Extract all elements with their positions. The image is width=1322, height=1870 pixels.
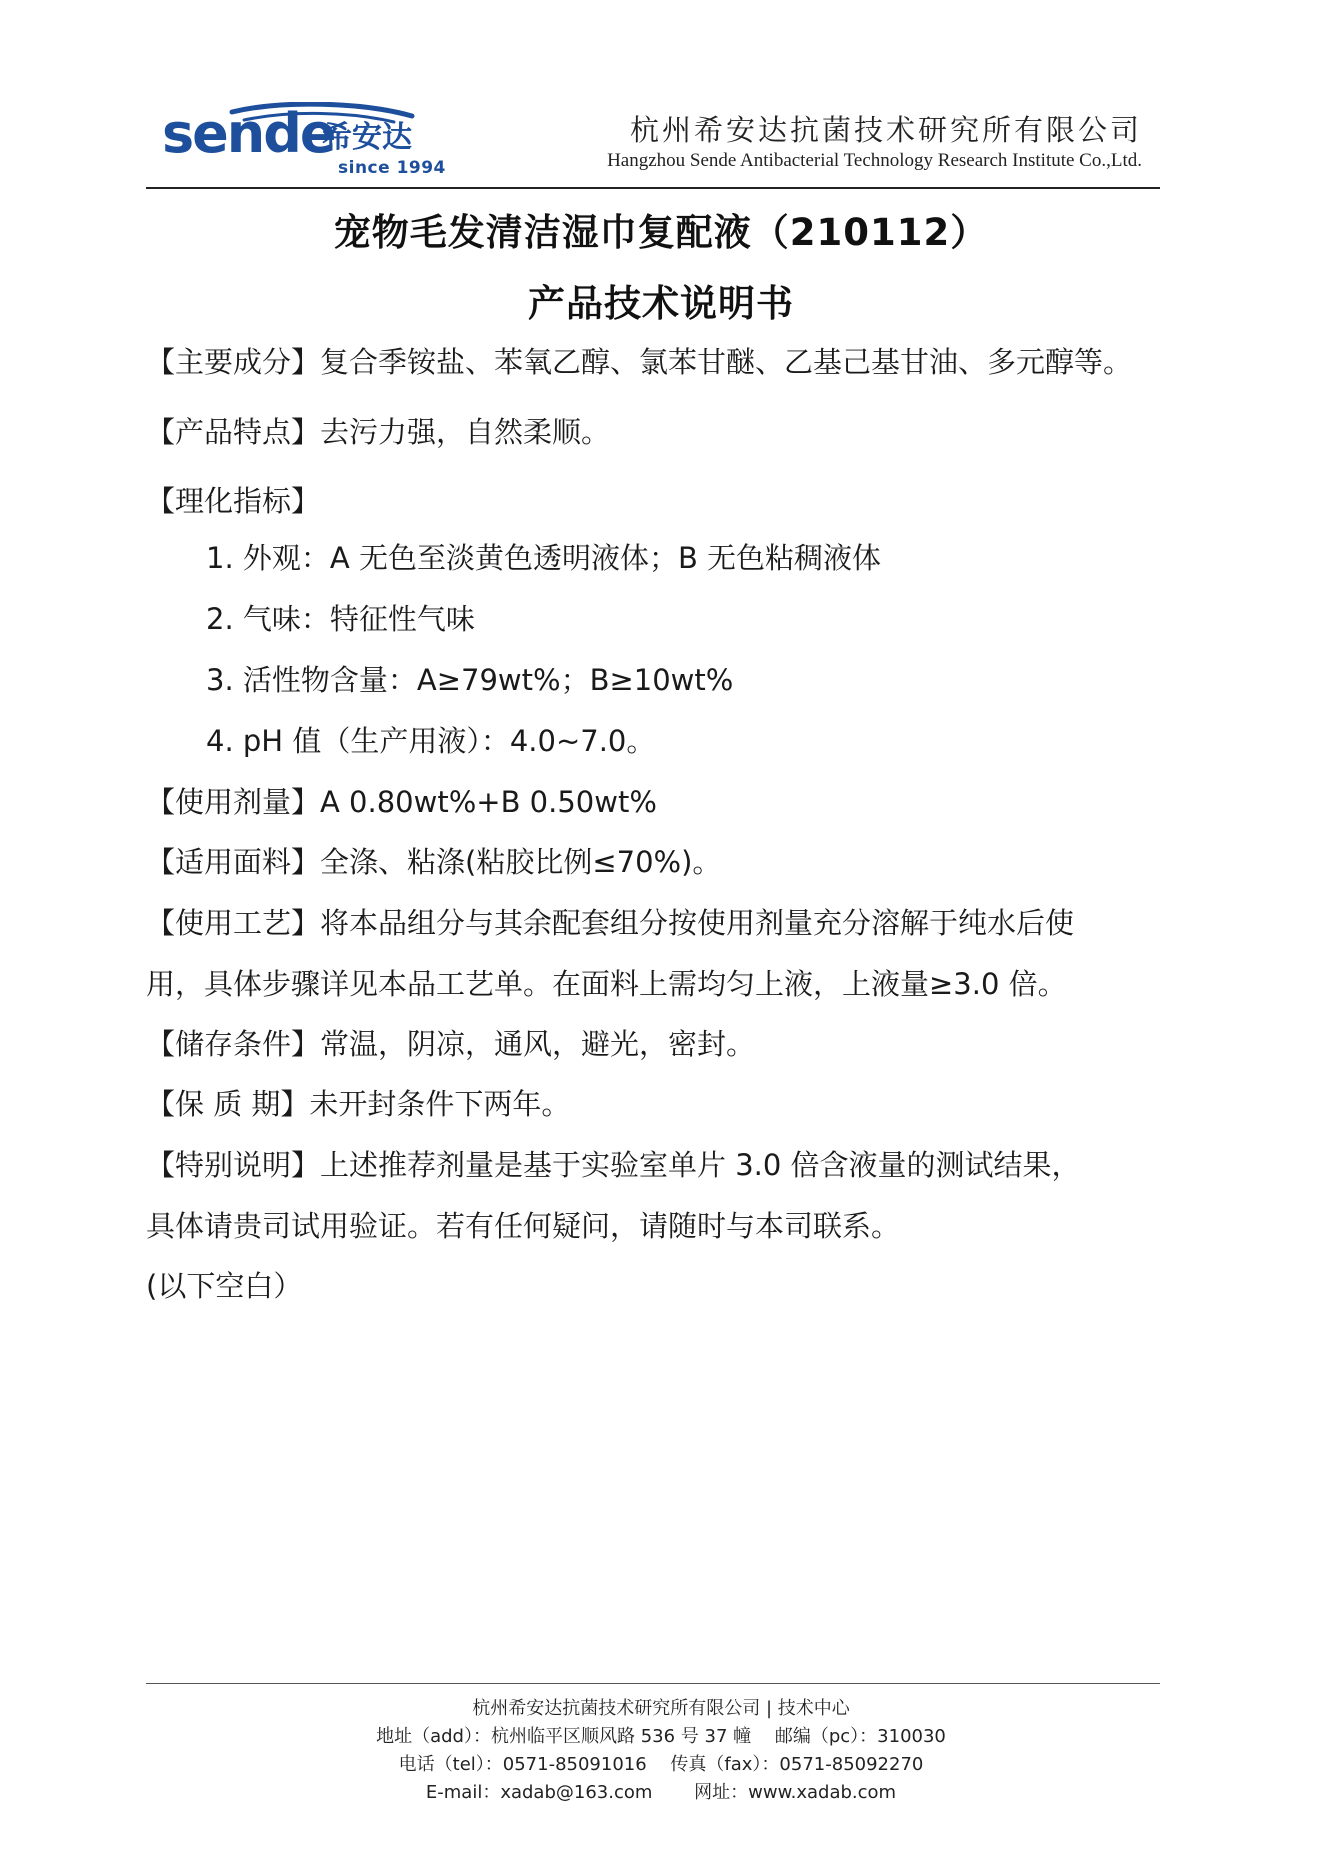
features-line: 【产品特点】去污力强，自然柔顺。: [146, 415, 611, 449]
physchem-item: 4. pH 值（生产用液）：4.0~7.0。: [206, 724, 656, 758]
footer-company: 杭州希安达抗菌技术研究所有限公司 | 技术中心: [472, 1698, 850, 1719]
dosage-line: 【使用剂量】A 0.80wt%+B 0.50wt%: [146, 785, 657, 819]
document-subtitle: 产品技术说明书: [528, 282, 794, 325]
physchem-item: 1. 外观：A 无色至淡黄色透明液体；B 无色粘稠液体: [206, 541, 882, 575]
company-name-cn: 杭州希安达抗菌技术研究所有限公司: [629, 113, 1142, 147]
process-line-2: 用，具体步骤详见本品工艺单。在面料上需均匀上液，上液量≥3.0 倍。: [146, 967, 1067, 1001]
physchem-heading: 【理化指标】: [146, 484, 321, 518]
physchem-item: 3. 活性物含量：A≥79wt%；B≥10wt%: [206, 663, 734, 697]
ingredients-line: 【主要成分】复合季铵盐、苯氧乙醇、氯苯甘醚、乙基己基甘油、多元醇等。: [146, 345, 1133, 379]
footer-address: 地址（add）：杭州临平区顺风路 536 号 37 幢 邮编（pc）：310030: [376, 1726, 946, 1747]
document-title: 宠物毛发清洁湿巾复配液（210112）: [333, 211, 989, 254]
footer-divider: [146, 1683, 1160, 1684]
footer-phone: 电话（tel）：0571-85091016 传真（fax）：0571-85092270: [398, 1754, 924, 1775]
process-line-1: 【使用工艺】将本品组分与其余配套组分按使用剂量充分溶解于纯水后使: [146, 906, 1075, 940]
logo-since: since 1994: [338, 158, 446, 178]
header-divider: [146, 187, 1160, 189]
letterhead: [146, 96, 1160, 188]
footer-email: E-mail：xadab@163.com 网址：www.xadab.com: [425, 1782, 897, 1803]
shelf-life-line: 【保 质 期】未开封条件下两年。: [146, 1087, 571, 1121]
blank-note: (以下空白）: [146, 1269, 303, 1303]
storage-line: 【储存条件】常温，阴凉，通风，避光，密封。: [146, 1027, 756, 1061]
sende-logo: [162, 102, 462, 186]
logo-chinese-name: 希安达: [322, 120, 412, 155]
notes-line-2: 具体请贵司试用验证。若有任何疑问，请随时与本司联系。: [146, 1209, 901, 1243]
physchem-item: 2. 气味：特征性气味: [206, 602, 475, 636]
company-name-en: Hangzhou Sende Antibacterial Technology Research Institute Co.,Ltd.: [607, 150, 1142, 171]
logo-wordmark: sende: [162, 102, 335, 165]
notes-line-1: 【特别说明】上述推荐剂量是基于实验室单片 3.0 倍含液量的测试结果，: [146, 1148, 1081, 1182]
fabrics-line: 【适用面料】全涤、粘涤(粘胶比例≤70%)。: [146, 845, 722, 879]
